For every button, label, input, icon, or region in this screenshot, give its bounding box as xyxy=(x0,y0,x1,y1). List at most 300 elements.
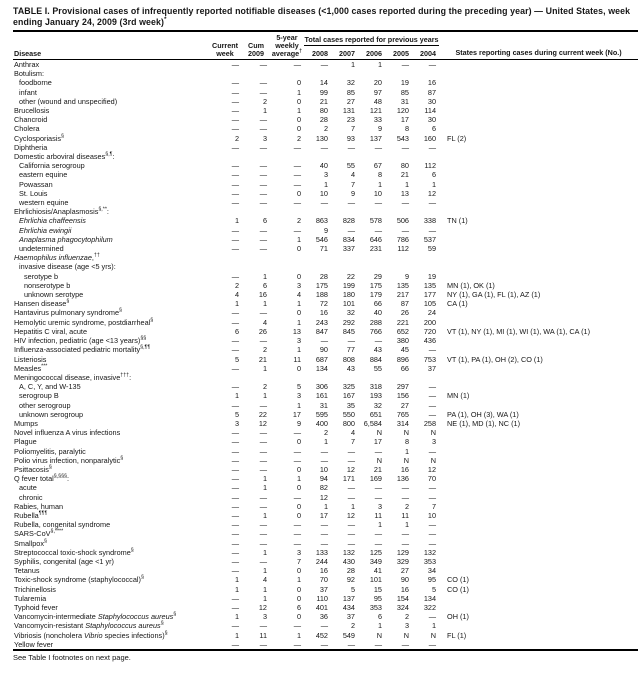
value-cell: 3 xyxy=(296,336,301,346)
value-cell: 0 xyxy=(296,510,301,520)
disease-cell: eastern equine xyxy=(19,170,68,180)
value-cell: 6 xyxy=(262,280,267,290)
footnote-marker: §,¶ xyxy=(105,151,113,158)
value-cell: 4 xyxy=(262,575,267,585)
value-cell: 55 xyxy=(346,161,355,171)
value-cell: 1 xyxy=(262,593,267,603)
table-row xyxy=(13,60,638,70)
value-cell: — xyxy=(259,501,267,511)
value-cell xyxy=(358,262,385,271)
disease-cell: Cholera xyxy=(14,124,40,134)
value-cell: — xyxy=(259,428,267,438)
value-cell: 99 xyxy=(319,87,328,97)
value-cell xyxy=(331,262,358,271)
value-cell: 884 xyxy=(369,354,382,364)
value-cell: 1 xyxy=(377,60,382,69)
value-cell: 12 xyxy=(258,418,267,428)
value-cell: 132 xyxy=(423,547,437,557)
value-cell: 765 xyxy=(396,409,409,419)
value-cell: 4 xyxy=(296,290,301,300)
table-row xyxy=(13,502,638,511)
value-cell: — xyxy=(231,198,239,208)
value-cell: — xyxy=(293,538,301,548)
value-cell: 720 xyxy=(423,326,437,336)
value-cell: — xyxy=(259,234,267,244)
value-cell: 19 xyxy=(427,271,437,281)
value-cell xyxy=(208,253,242,262)
value-cell: 2 xyxy=(234,280,239,290)
value-cell: 324 xyxy=(396,602,409,612)
value-cell: — xyxy=(259,621,267,631)
value-cell: 70 xyxy=(319,575,328,585)
value-cell: — xyxy=(320,455,328,465)
value-cell: 80 xyxy=(319,106,328,116)
disease-cell: Ehrlichiosis/Anaplasmosis§,**: xyxy=(14,206,109,217)
value-cell: 26 xyxy=(258,326,267,336)
value-cell: — xyxy=(259,170,267,180)
value-cell: — xyxy=(231,593,239,603)
table-row xyxy=(13,88,638,97)
value-cell: N xyxy=(403,455,409,465)
value-cell: — xyxy=(259,188,267,198)
states-cell xyxy=(439,566,638,575)
value-cell: 35 xyxy=(346,400,355,410)
states-cell: VT (1), PA (1), OH (2), CO (1) xyxy=(447,354,543,364)
table-row xyxy=(13,69,638,78)
value-cell: 1 xyxy=(262,510,267,520)
value-cell: — xyxy=(401,60,409,69)
value-cell: 156 xyxy=(396,391,409,401)
value-cell: — xyxy=(231,87,239,97)
value-cell: — xyxy=(374,529,382,539)
disease-cell: Anaplasma phagocytophilum xyxy=(19,234,113,244)
value-cell: — xyxy=(320,60,328,69)
value-cell: 0 xyxy=(296,464,301,474)
value-cell: — xyxy=(231,336,239,346)
value-cell: — xyxy=(259,455,267,465)
table-header xyxy=(13,32,638,60)
value-cell: — xyxy=(347,529,355,539)
value-cell xyxy=(385,207,412,216)
value-cell: 5 xyxy=(350,584,355,594)
value-cell: 161 xyxy=(315,391,328,401)
table-row xyxy=(13,97,638,106)
value-cell: — xyxy=(347,336,355,346)
value-cell: 17 xyxy=(319,510,328,520)
table-row xyxy=(13,621,638,630)
disease-cell: Ehrlichia ewingii xyxy=(19,225,72,235)
value-cell: 28 xyxy=(319,115,328,125)
value-cell: 4 xyxy=(350,428,355,438)
states-cell xyxy=(439,88,638,97)
value-cell: — xyxy=(231,142,239,152)
value-cell: 59 xyxy=(427,244,437,254)
footnote-marker: †† xyxy=(93,252,100,259)
value-cell xyxy=(331,207,358,216)
value-cell: 1 xyxy=(234,575,239,585)
value-cell: 231 xyxy=(369,244,382,254)
value-cell: 132 xyxy=(342,547,355,557)
value-cell: 543 xyxy=(396,133,409,143)
value-cell: — xyxy=(374,483,382,493)
value-cell: 1 xyxy=(262,106,267,116)
disease-cell: Trichinellosis xyxy=(14,584,56,594)
states-cell: CA (1) xyxy=(447,299,468,309)
states-cell xyxy=(439,180,638,189)
footnote-marker: §,**** xyxy=(50,528,64,535)
table-row xyxy=(13,244,638,253)
value-cell: 16 xyxy=(400,584,409,594)
value-cell: 452 xyxy=(315,630,328,640)
value-cell: — xyxy=(231,455,239,465)
value-cell: 160 xyxy=(423,133,437,143)
value-cell: 1 xyxy=(323,179,328,189)
table-row xyxy=(13,318,638,327)
value-cell: 27 xyxy=(400,566,409,576)
disease-cell: Hansen disease§ xyxy=(14,298,70,309)
value-cell: 22 xyxy=(258,409,267,419)
value-cell: 766 xyxy=(369,326,382,336)
table-row xyxy=(13,115,638,124)
value-cell: 11 xyxy=(374,510,382,520)
value-cell: — xyxy=(320,336,328,346)
value-cell: 1 xyxy=(262,474,267,484)
value-cell: — xyxy=(293,161,301,171)
value-cell: — xyxy=(428,483,437,493)
states-cell xyxy=(439,640,638,650)
value-cell: — xyxy=(293,170,301,180)
value-cell: 6 xyxy=(431,170,437,180)
states-cell xyxy=(439,272,638,281)
value-cell: — xyxy=(231,474,239,484)
value-cell: 175 xyxy=(315,280,328,290)
value-cell xyxy=(242,262,270,271)
value-cell: 12 xyxy=(319,492,328,502)
value-cell: 2 xyxy=(262,345,267,355)
value-cell: 29 xyxy=(373,271,382,281)
value-cell: 0 xyxy=(296,124,301,134)
value-cell: 0 xyxy=(296,363,301,373)
disease-cell: Smallpox§ xyxy=(14,538,47,548)
value-cell: 11 xyxy=(259,630,267,640)
column-header-year-2008: 2008 xyxy=(312,49,328,58)
value-cell: — xyxy=(320,538,328,548)
value-cell: 1 xyxy=(323,501,328,511)
value-cell: 1 xyxy=(262,271,267,281)
value-cell: 20 xyxy=(373,78,382,88)
value-cell: 337 xyxy=(342,244,355,254)
disease-cell: acute xyxy=(19,483,37,493)
value-cell: 114 xyxy=(424,106,437,116)
value-cell xyxy=(208,152,242,161)
value-cell: 154 xyxy=(396,593,409,603)
footnote-marker: § xyxy=(150,317,154,324)
value-cell: 134 xyxy=(423,593,437,603)
value-cell: 322 xyxy=(423,602,437,612)
disease-cell: Rubella, congenital syndrome xyxy=(14,520,111,530)
value-cell: 16 xyxy=(427,78,437,88)
value-cell xyxy=(412,69,439,78)
value-cell xyxy=(385,69,412,78)
value-cell: 0 xyxy=(296,566,301,576)
value-cell: 1 xyxy=(404,179,409,189)
footnote-marker: § xyxy=(130,547,134,554)
value-cell: — xyxy=(259,179,267,189)
table-row xyxy=(13,180,638,189)
value-cell: 1 xyxy=(234,630,239,640)
value-cell xyxy=(242,69,270,78)
value-cell: — xyxy=(231,188,239,198)
disease-cell: unknown serotype xyxy=(24,290,84,300)
value-cell: 9 xyxy=(323,225,328,235)
value-cell: 70 xyxy=(427,474,437,484)
table-row xyxy=(13,308,638,317)
value-cell: 45 xyxy=(400,345,409,355)
value-cell: — xyxy=(259,225,267,235)
footnote-marker: §,§§§ xyxy=(53,473,68,480)
table-row xyxy=(13,511,638,520)
value-cell: — xyxy=(259,142,267,152)
value-cell xyxy=(242,152,270,161)
table-row xyxy=(13,640,638,650)
value-cell xyxy=(270,69,304,78)
value-cell: — xyxy=(259,124,267,134)
footnote-marker: ¶¶¶ xyxy=(38,510,48,517)
table-row xyxy=(13,327,638,336)
column-header-states: States reporting cases during current week (No.) xyxy=(455,48,622,57)
states-cell: NY (1), GA (1), FL (1), AZ (1) xyxy=(447,290,541,300)
column-group-previous-years: Total cases reported for previous years xyxy=(304,32,439,45)
value-cell: — xyxy=(231,124,239,134)
value-cell: 1 xyxy=(431,179,437,189)
value-cell: — xyxy=(320,446,328,456)
value-cell: — xyxy=(401,225,409,235)
footnote-marker: § xyxy=(119,308,122,315)
value-cell: — xyxy=(374,336,382,346)
value-cell: 3 xyxy=(377,501,382,511)
disease-cell: other (wound and unspecified) xyxy=(19,96,118,106)
value-cell: 16 xyxy=(319,566,328,576)
value-cell: 95 xyxy=(427,575,437,585)
value-cell: 306 xyxy=(315,382,328,392)
value-cell: 1 xyxy=(296,299,301,309)
disease-cell: Hepatitis C viral, acute xyxy=(14,326,87,336)
value-cell: 28 xyxy=(346,566,355,576)
disease-cell: Q fever total§,§§§: xyxy=(14,473,70,484)
table-row xyxy=(13,373,638,382)
value-cell: 71 xyxy=(319,244,328,254)
value-cell: — xyxy=(231,400,239,410)
table-row xyxy=(13,290,638,299)
value-cell xyxy=(331,152,358,161)
value-cell: — xyxy=(231,225,239,235)
disease-cell: chronic xyxy=(19,492,43,502)
value-cell: — xyxy=(374,639,382,649)
value-cell: 5 xyxy=(431,584,437,594)
disease-cell: A, C, Y, and W-135 xyxy=(19,382,81,392)
value-cell: 17 xyxy=(292,409,301,419)
value-cell: 12 xyxy=(258,602,267,612)
value-cell xyxy=(385,253,412,262)
value-cell: 37 xyxy=(319,584,328,594)
value-cell: 1 xyxy=(350,501,355,511)
table-row xyxy=(13,410,638,419)
value-cell: 244 xyxy=(315,556,328,566)
value-cell xyxy=(270,262,304,271)
disease-cell: Polio virus infection, nonparalytic§ xyxy=(14,455,124,465)
disease-cell: Toxic-shock syndrome (staphylococcal)§ xyxy=(14,574,144,585)
states-cell xyxy=(439,207,638,216)
value-cell: 1 xyxy=(262,483,267,493)
value-cell: — xyxy=(428,60,437,69)
value-cell: — xyxy=(231,538,239,548)
value-cell: 1 xyxy=(234,391,239,401)
disease-cell: Rubella¶¶¶ xyxy=(14,510,48,520)
value-cell: — xyxy=(320,639,328,649)
value-cell xyxy=(270,207,304,216)
table-row xyxy=(13,253,638,262)
value-cell: — xyxy=(293,529,301,539)
value-cell: — xyxy=(401,538,409,548)
disease-cell: HIV infection, pediatric (age <13 years)§§ xyxy=(14,335,147,346)
disease-cell: California serogroup xyxy=(19,161,85,171)
value-cell: 0 xyxy=(296,584,301,594)
footnote-marker: § xyxy=(48,464,52,471)
states-cell xyxy=(439,226,638,235)
value-cell: 129 xyxy=(396,547,409,557)
disease-cell: unknown serogroup xyxy=(19,409,84,419)
value-cell: — xyxy=(259,538,267,548)
value-cell: 0 xyxy=(296,483,301,493)
value-cell: 85 xyxy=(400,87,409,97)
value-cell: 847 xyxy=(315,326,328,336)
value-cell: 34 xyxy=(427,566,437,576)
value-cell: — xyxy=(259,308,267,318)
value-cell: — xyxy=(428,409,437,419)
footnote-marker: § xyxy=(160,620,164,627)
value-cell: — xyxy=(401,483,409,493)
value-cell: 288 xyxy=(369,317,382,327)
value-cell: 9 xyxy=(350,188,355,198)
value-cell: 12 xyxy=(427,464,437,474)
value-cell: 4 xyxy=(262,317,267,327)
disease-cell: Botulism: xyxy=(14,69,45,79)
table-row xyxy=(13,134,638,143)
value-cell: 1 xyxy=(296,345,301,355)
footnote-marker: ††† xyxy=(120,372,130,379)
value-cell: — xyxy=(259,464,267,474)
value-cell: 10 xyxy=(319,464,328,474)
column-header-year-2006: 2006 xyxy=(366,49,382,58)
value-cell: 28 xyxy=(319,271,328,281)
value-cell: — xyxy=(428,382,437,392)
table-body xyxy=(13,60,638,651)
states-cell xyxy=(439,115,638,124)
value-cell: 66 xyxy=(400,363,409,373)
value-cell: — xyxy=(259,446,267,456)
states-cell: VT (1), NY (1), MI (1), WI (1), WA (1), CA (1) xyxy=(447,326,591,336)
value-cell: 12 xyxy=(346,464,355,474)
table-row xyxy=(13,419,638,428)
value-cell: 2 xyxy=(296,133,301,143)
value-cell: — xyxy=(231,308,239,318)
value-cell: 0 xyxy=(296,188,301,198)
disease-cell: Haemophilus influenzae,†† xyxy=(14,252,100,263)
value-cell: 380 xyxy=(396,336,409,346)
value-cell: 133 xyxy=(315,547,328,557)
value-cell xyxy=(358,373,385,382)
value-cell: N xyxy=(403,630,409,640)
states-cell xyxy=(439,594,638,603)
value-cell: 353 xyxy=(423,556,437,566)
states-cell xyxy=(439,502,638,511)
value-cell: 37 xyxy=(427,363,437,373)
disease-cell: Listeriosis xyxy=(14,354,47,364)
value-cell: — xyxy=(231,382,239,392)
table-row xyxy=(13,612,638,621)
value-cell: — xyxy=(293,142,301,152)
value-cell: 6 xyxy=(431,124,437,134)
value-cell: 3 xyxy=(431,437,437,447)
states-cell xyxy=(439,106,638,115)
states-cell xyxy=(439,401,638,410)
value-cell: 105 xyxy=(423,299,437,309)
value-cell: — xyxy=(293,455,301,465)
value-cell: 7 xyxy=(350,179,355,189)
value-cell: 11 xyxy=(401,510,409,520)
value-cell: 72 xyxy=(319,299,328,309)
value-cell xyxy=(304,373,331,382)
states-cell: FL (2) xyxy=(447,133,467,143)
states-cell xyxy=(439,465,638,474)
footnote-reference: See Table I footnotes on next page. xyxy=(13,653,131,662)
value-cell: 1 xyxy=(377,179,382,189)
value-cell: 193 xyxy=(369,391,382,401)
states-cell xyxy=(439,318,638,327)
value-cell: — xyxy=(428,391,437,401)
value-cell: 1 xyxy=(234,584,239,594)
value-cell: — xyxy=(231,428,239,438)
value-cell: 896 xyxy=(396,354,409,364)
value-cell xyxy=(412,253,439,262)
value-cell xyxy=(242,253,270,262)
disease-cell: western equine xyxy=(19,198,69,208)
value-cell xyxy=(358,69,385,78)
states-cell xyxy=(439,456,638,465)
value-cell: 169 xyxy=(369,474,382,484)
disease-cell: Novel influenza A virus infections xyxy=(14,428,121,438)
value-cell: — xyxy=(428,345,437,355)
value-cell: 7 xyxy=(350,437,355,447)
value-cell: 400 xyxy=(315,418,328,428)
value-cell: 94 xyxy=(319,474,328,484)
value-cell: — xyxy=(347,198,355,208)
value-cell: 6,584 xyxy=(363,418,382,428)
value-cell: 1 xyxy=(377,520,382,530)
value-cell: N xyxy=(376,455,382,465)
value-cell: — xyxy=(231,501,239,511)
value-cell xyxy=(304,152,331,161)
states-cell xyxy=(439,170,638,179)
value-cell: 436 xyxy=(423,336,437,346)
value-cell: 167 xyxy=(342,391,355,401)
disease-cell: SARS-CoV§,**** xyxy=(14,528,64,539)
value-cell xyxy=(270,152,304,161)
value-cell xyxy=(331,253,358,262)
table-row xyxy=(13,235,638,244)
disease-cell: Vibriosis (noncholera Vibrio species infections)§ xyxy=(14,630,168,640)
value-cell xyxy=(242,207,270,216)
